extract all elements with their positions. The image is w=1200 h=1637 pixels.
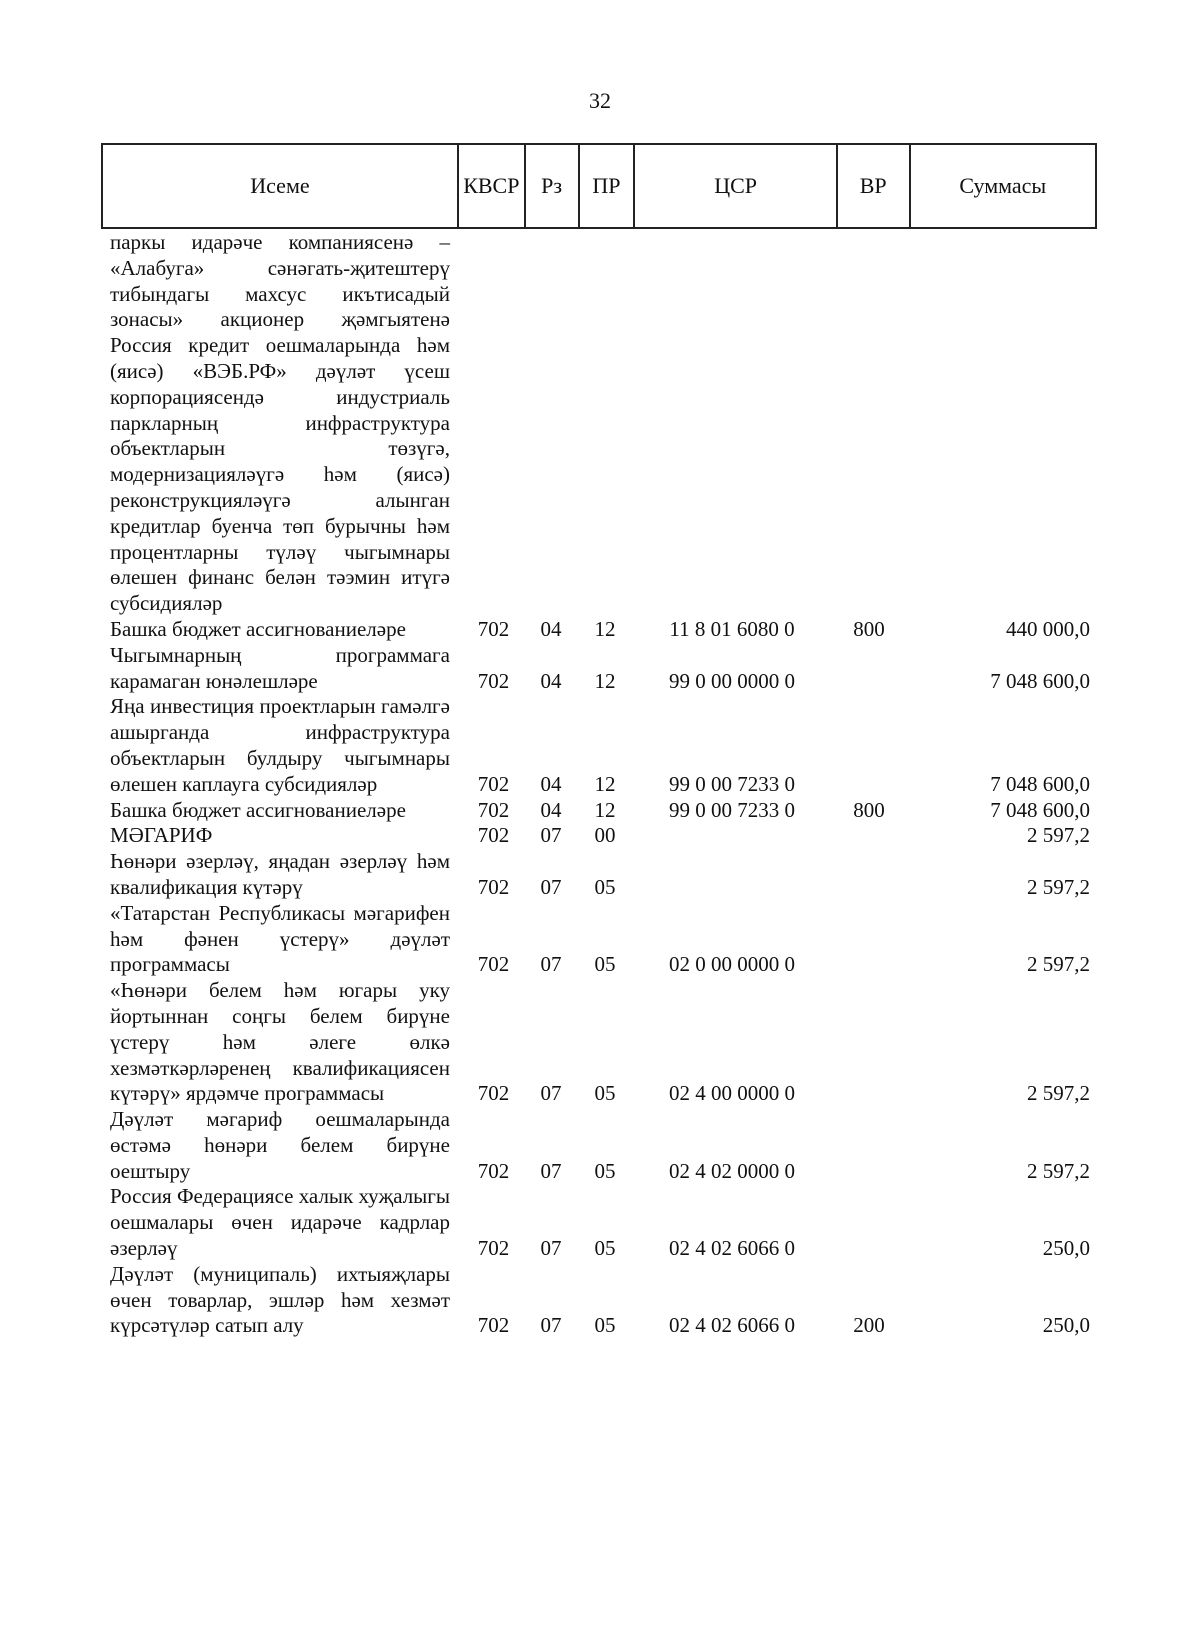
column-header-csr: ЦСР [635,145,837,227]
row-sum: 2 597,2 [1027,874,1090,899]
row-name: «Һөнәри белем һәм югары уку йортыннан соңгы белем бирүне үстерү һәм әлеге өлкә хезмәткәрләренең квалификациясен күтәрү» ярдәмче программасы [110,978,450,1106]
row-rz: 07 [540,874,562,899]
table-row [110,694,1090,797]
row-vr: 800 [853,616,885,641]
row-pr: 12 [594,771,616,796]
row-rz: 07 [540,952,562,977]
table-row [110,1262,1090,1339]
column-header-kvsr: КВСР [459,145,526,227]
row-kvsr: 702 [477,874,510,899]
row-rz: 07 [540,823,562,848]
row-pr: 05 [594,952,616,977]
row-name: Россия Федерациясе халык хуҗалыгы оешмалары өчен идарәче кадрлар әзерләү [110,1184,451,1261]
row-sum: 250,0 [1042,1236,1090,1261]
row-sum: 7 048 600,0 [990,771,1090,796]
row-csr: 02 4 02 6066 0 [669,1313,795,1338]
column-header-name: Исеме [103,145,459,227]
row-rz: 04 [540,797,562,822]
row-vr: 800 [853,797,885,822]
table-header [101,143,1097,229]
row-csr: 02 0 00 0000 0 [669,952,795,977]
row-kvsr: 702 [477,1236,510,1261]
row-rz: 04 [540,616,562,641]
row-sum: 2 597,2 [1027,952,1090,977]
row-sum: 2 597,2 [1027,1158,1090,1183]
row-rz: 04 [540,771,562,796]
column-header-sum: Суммасы [959,173,1047,198]
row-pr: 12 [594,668,616,693]
row-sum: 250,0 [1042,1313,1090,1338]
row-name: Дәүләт мәгариф оешмаларында өстәмә һөнәри белем бирүне оештыру [110,1107,450,1183]
row-csr: 99 0 00 0000 0 [669,668,795,693]
table-row [110,643,1090,695]
table-row [110,978,1090,1107]
table-row [110,849,1090,901]
row-kvsr: 702 [477,771,510,796]
row-csr: 02 4 02 6066 0 [669,1236,795,1261]
row-rz: 07 [540,1313,562,1338]
column-header-vr: ВР [838,145,911,227]
row-name: Яңа инвестиция проектларын гамәлгә ашырганда инфраструктура объектларын булдыру чыгымнары өлешен каплауга субсидияләр [110,694,450,796]
row-csr: 99 0 00 7233 0 [669,771,795,796]
row-name: паркы идарәче компаниясенә – «Алабуга» сәнәгать-җитештерү тибындагы махсус икътисадый зонасы» акционер җәмгыятенә Россия кредит оешмаларында һәм (яисә) «ВЭБ.РФ» дәүләт үсеш корпорациясендә индустриаль паркларның инфраструктура объектларын төзүгә, модернизацияләүгә һәм (яисә) реконструкцияләүгә алынган кредитлар буенча төп бурычны һәм процентларны түләү чыгымнары өлешен финанс белән тәэмин итүгә субсидияләр [110,230,450,616]
row-name: МӘГАРИФ [110,823,213,848]
row-name: Һөнәри әзерләү, яңадан әзерләү һәм квалификация күтәрү [110,849,450,899]
row-pr: 12 [594,797,616,822]
table-row [110,798,1090,824]
row-pr: 00 [594,823,616,848]
row-name: Башка бюджет ассигнованиеләре [110,797,406,822]
table-row [110,230,1090,617]
row-name: Башка бюджет ассигнованиеләре [110,616,406,641]
row-kvsr: 702 [477,952,510,977]
row-pr: 05 [594,1158,616,1183]
row-sum: 7 048 600,0 [990,797,1090,822]
column-header-rz: Рз [526,145,580,227]
table-row [110,617,1090,643]
row-vr: 200 [853,1313,885,1338]
row-name: Чыгымнарның программага карамаган юнәлешләре [110,642,450,693]
row-name: «Татарстан Республикасы мәгарифен һәм фәнен үстерү» дәүләт программасы [110,900,450,977]
row-pr: 05 [594,874,616,899]
row-sum: 2 597,2 [1027,823,1090,848]
table-row [110,1107,1090,1184]
row-sum: 2 597,2 [1027,1081,1090,1106]
row-kvsr: 702 [477,1313,510,1338]
row-csr: 02 4 00 0000 0 [669,1081,795,1106]
row-kvsr: 702 [477,1081,510,1106]
row-kvsr: 702 [477,823,510,848]
row-name: Дәүләт (муниципаль) ихтыяҗлары өчен товарлар, эшләр һәм хезмәт күрсәтүләр сатып алу [110,1261,450,1338]
page-number: 32 [589,88,611,113]
table-body [110,230,1090,1339]
row-kvsr: 702 [477,668,510,693]
row-pr: 05 [594,1081,616,1106]
row-rz: 07 [540,1158,562,1183]
row-pr: 05 [594,1313,616,1338]
row-pr: 12 [594,616,616,641]
column-header-pr: ПР [580,145,636,227]
row-rz: 04 [540,668,562,693]
row-pr: 05 [594,1236,616,1261]
table-row [110,1184,1090,1261]
row-sum: 7 048 600,0 [990,668,1090,693]
row-kvsr: 702 [477,616,510,641]
row-sum: 440 000,0 [1006,616,1090,641]
row-csr: 02 4 02 0000 0 [669,1158,795,1183]
row-rz: 07 [540,1236,562,1261]
table-row [110,823,1090,849]
row-csr: 11 8 01 6080 0 [669,616,795,641]
table-row [110,901,1090,978]
row-kvsr: 702 [477,797,510,822]
row-rz: 07 [540,1081,562,1106]
row-kvsr: 702 [477,1158,510,1183]
row-csr: 99 0 00 7233 0 [669,797,795,822]
